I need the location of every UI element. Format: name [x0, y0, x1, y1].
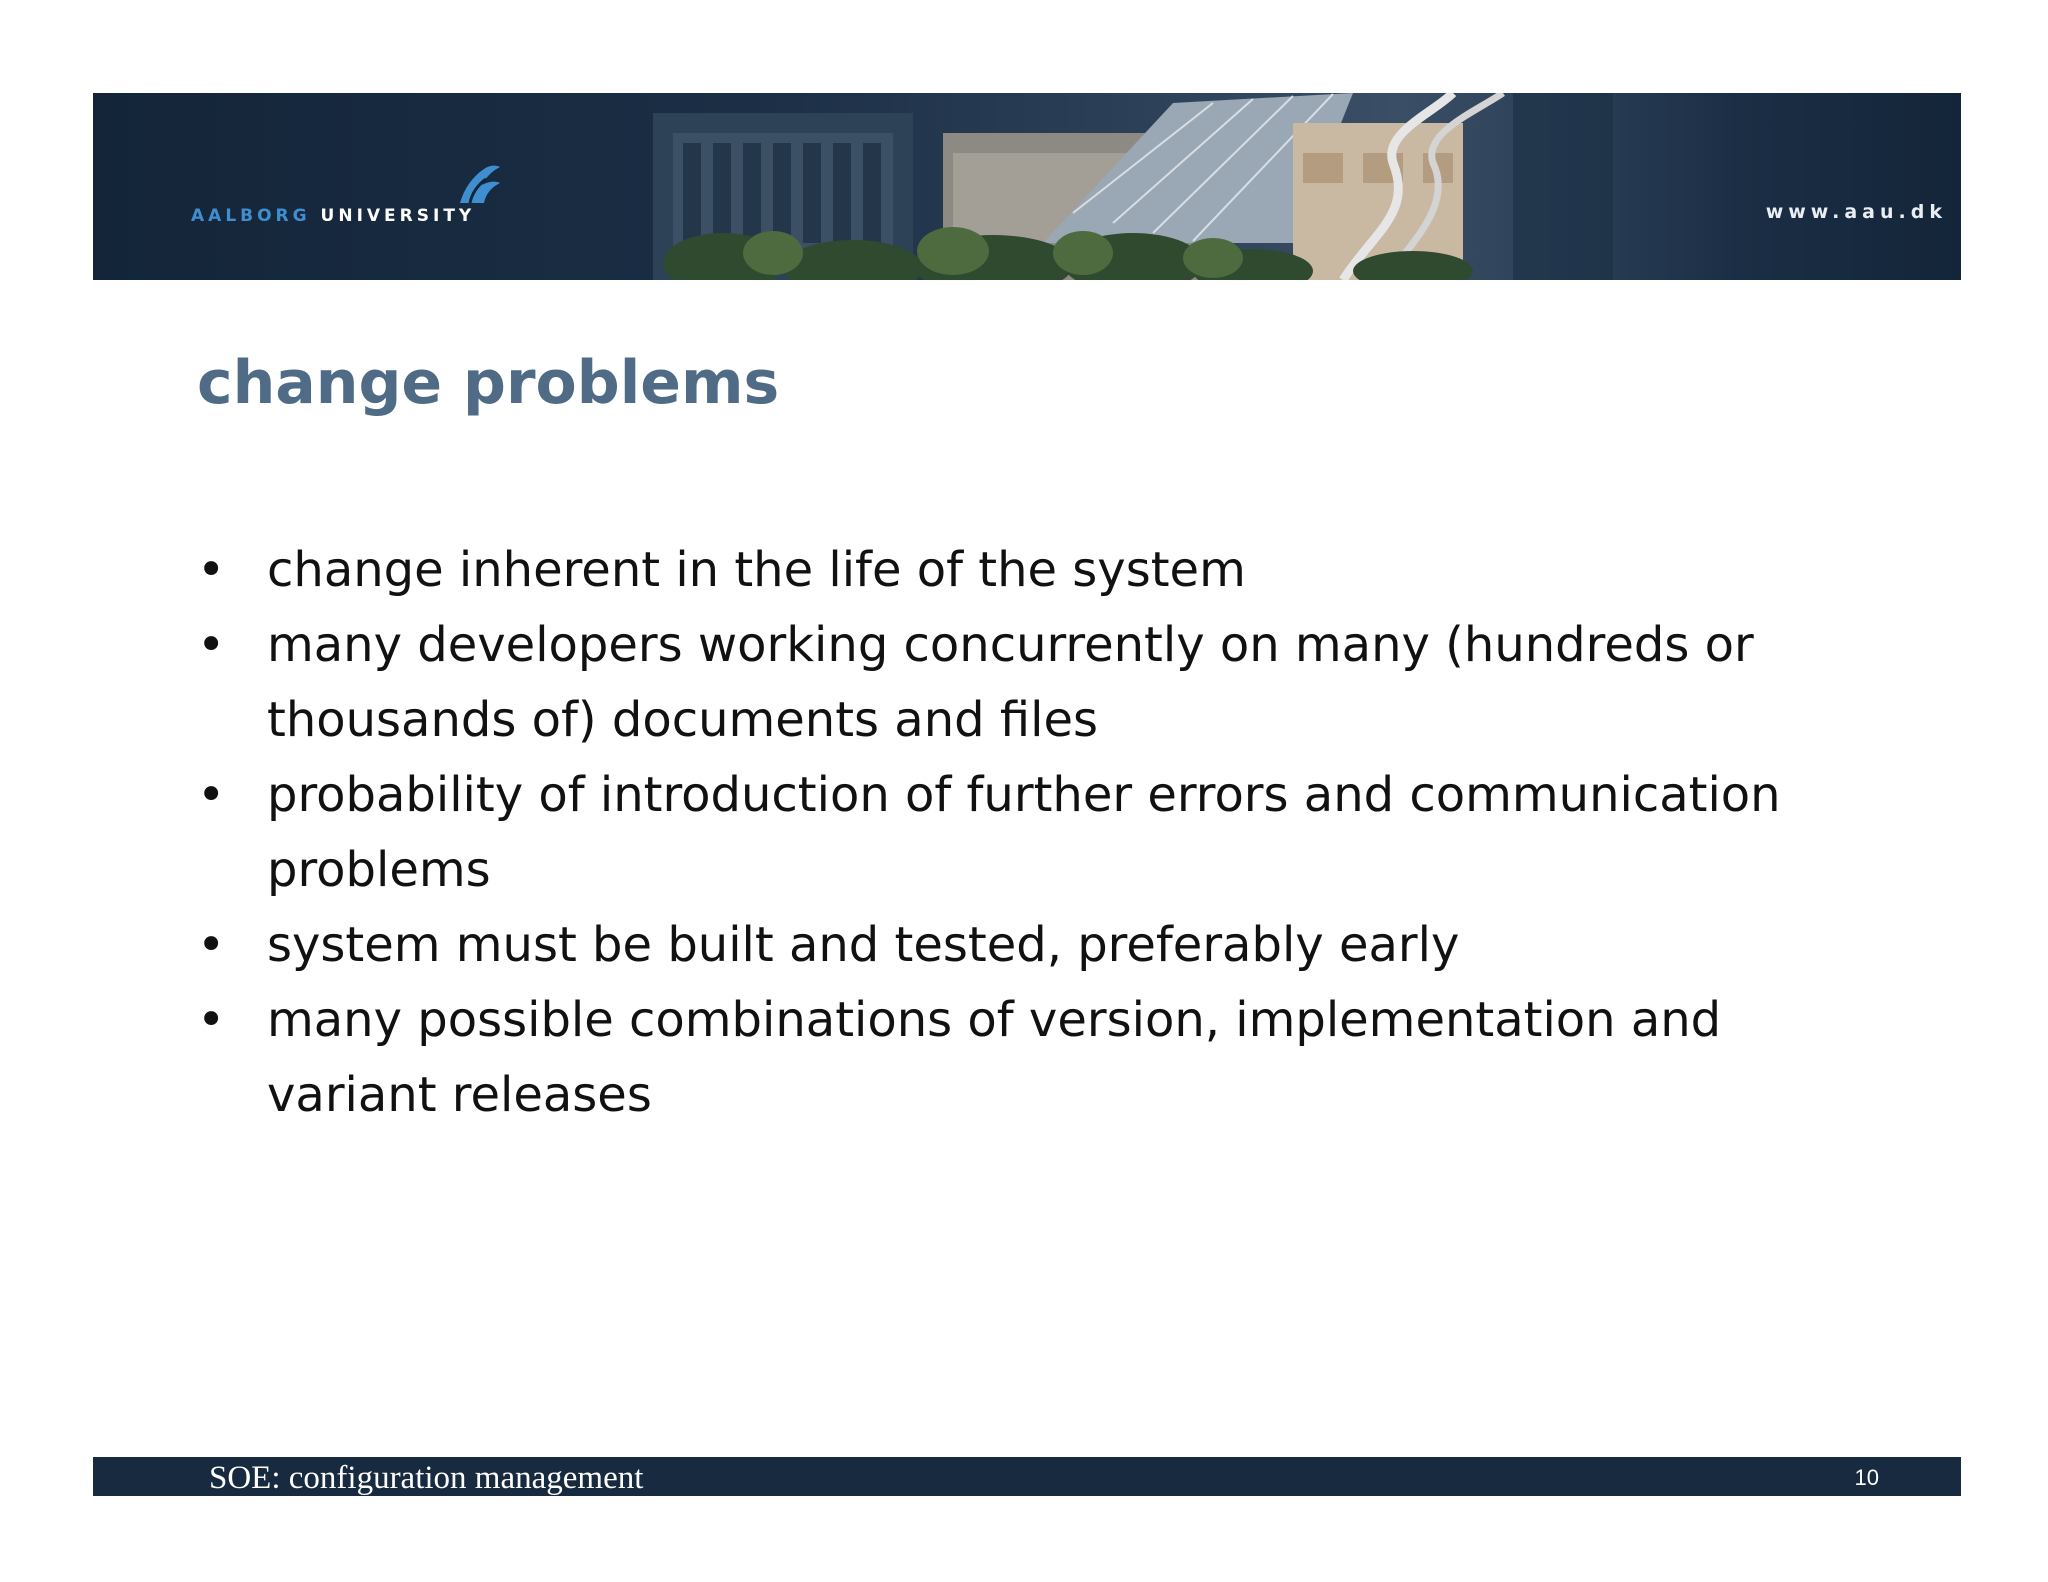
logo-aalborg: AALBORG [191, 206, 311, 226]
bullet-marker: • [197, 767, 226, 823]
bullet-text: probability of introduction of further errors and communication problems [267, 767, 1781, 898]
bullet-text: system must be built and tested, preferably early [267, 917, 1460, 973]
bullet-list [197, 533, 1897, 1133]
campus-building-photo [653, 93, 1613, 280]
bullet-marker: • [197, 992, 226, 1048]
bullet-item [197, 908, 1897, 983]
website-url: www.aau.dk [1765, 201, 1947, 223]
bullet-item [197, 758, 1897, 908]
bullet-item [197, 533, 1897, 608]
bullet-text: many developers working concurrently on many (hundreds or thousands of) documents and files [267, 617, 1754, 748]
header-banner [93, 93, 1961, 280]
bullet-text: change inherent in the life of the system [267, 542, 1246, 598]
slide-title: change problems [197, 348, 780, 418]
page-number: 10 [1854, 1465, 1879, 1490]
footer-bar [93, 1457, 1961, 1496]
bullet-marker: • [197, 542, 226, 598]
bullet-text: many possible combinations of version, implementation and variant releases [267, 992, 1722, 1123]
aau-logo-icon [456, 163, 502, 205]
bullet-item [197, 608, 1897, 758]
footer-course-title: SOE: configuration management [209, 1460, 644, 1496]
bullet-item [197, 983, 1897, 1133]
bullet-marker: • [197, 917, 226, 973]
logo-university: UNIVERSITY [320, 206, 476, 226]
bullet-marker: • [197, 617, 226, 673]
university-logo-text [191, 206, 475, 226]
